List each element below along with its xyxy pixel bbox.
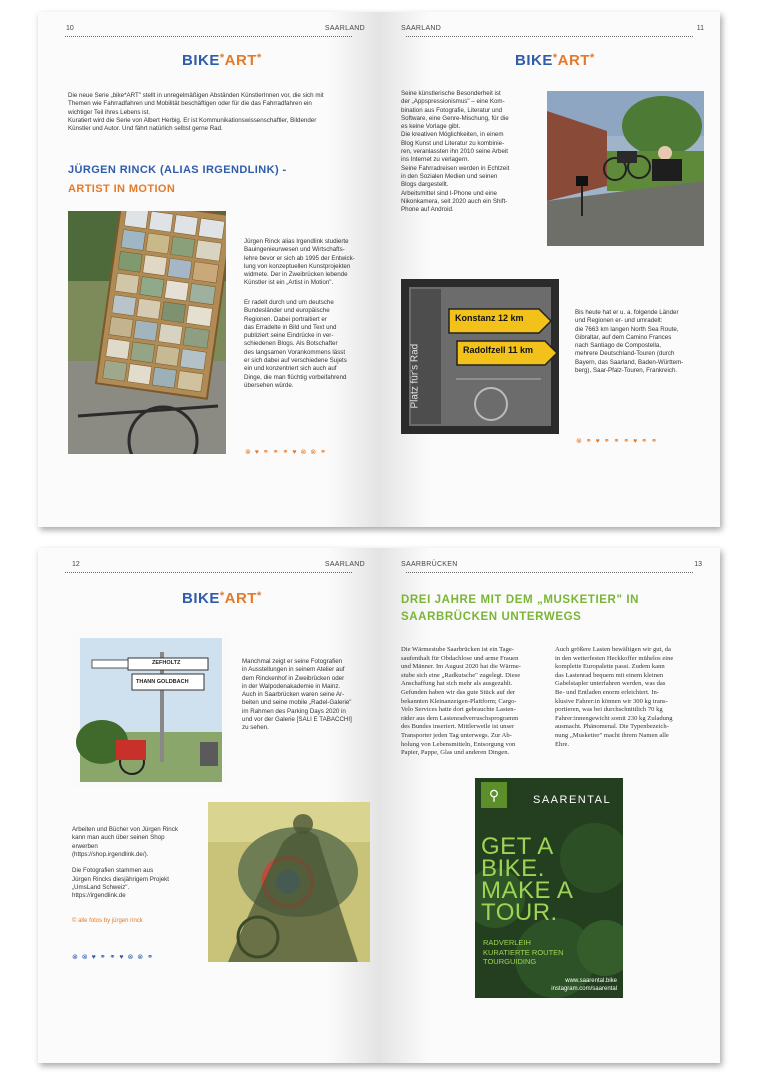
article-column-2: Auch größere Lasten bewältigen wir gut, da in den wetterfesten Heckkoffer mühelos eine komplette Europalette passt. Zudem kann das Lastenrad bequem mit einem kleinen Gabelstapler unterfahren werden, was das Be- und Entladen enorm erleichtert. In- klusive Fahrer:in können wir 300 kg trans- portieren, was bei durchschnittlich 70 kg Fahrer:innengewicht somit 230 kg Zuladung ausmacht. Phänomenal. Die Typenbezeich- nung „Musketier" macht ihrem Namen alle Ehre.	[555, 646, 674, 748]
decorative-bike-icons: ⊗ ⊗ ♥ ⚭ ⚭ ♥ ⊗ ⊗ ⚭	[72, 954, 154, 961]
page-number: 11	[696, 25, 704, 32]
bike-logo-icon: ⚲	[481, 782, 507, 808]
decorative-bike-icons: ⊗ ♥ ⚭ ⚭ ⚭ ♥ ⊗ ⊗ ⚭	[245, 449, 327, 456]
page-11	[379, 12, 720, 527]
article-column-1: Die Wärmestube Saarbrücken ist ein Tage- saufenthalt für Obdachlose und arme Frauen und Männer. Im August 2020 hat die Wärme- stube sich eine „Radkutsche" zugelegt. Diese Anschaffung hat sich mehr als ausgezahlt. Gefunden haben wir das gute Stück auf der bekannten Kleinanzeigen-Plattform; Cargo- Velo Services hatte dort gebrauchte Lasten- räder aus dem Lastenradverruschsprogramm des Bundes inseriert. Mittlerweile ist unser Transporter jeden Tag unterwegs. Zur Ab- holung von Lebensmitteln, Entsorgung von Papier, Pappe, Glas und anderen Dingen.	[401, 646, 522, 757]
page-12	[38, 548, 379, 1063]
decorative-bike-icons: ⊗ ⚭ ♥ ⚭ ⚭ ⚭ ♥ ⚭ ⚭	[576, 438, 658, 445]
photo-credit: © alle fotos by jürgen rinck	[72, 918, 143, 924]
header-divider	[406, 36, 693, 37]
ad-services: RADVERLEIH KURATIERTE ROUTEN TOURGUIDING	[483, 938, 564, 966]
article-body-4: Bis heute hat er u. a. folgende Länder und Regionen er- und umradelt: die 7663 km langen North Sea Route, Gibraltar, auf dem Camino Frances nach Santiago de Compostella, mehrere Deutschland-Touren (durch Bayern, das Saarland, Baden-Württem- berg), Saar-Pfalz-Touren, Frankreich.	[575, 309, 684, 375]
ad-brand: SAARENTAL	[533, 794, 612, 806]
article-body-5: Manchmal zeigt er seine Fotografien in Ausstellungen in seinem Atelier auf dem Rinckenhof in Zweibrücken oder in der Walpodenakademie in Mainz. Auch in Saarbrücken waren seine Ar- beiten und seine mobile „Radel-Galerie" im Rahmen des Parking Days 2020 in und vor der Galerie [SALI E TABACCHI] zu sehen.	[242, 658, 352, 732]
photo-bike-sign	[401, 279, 559, 434]
photo-shadow-art	[208, 802, 370, 962]
magazine-spread-bottom	[38, 548, 720, 1063]
series-intro: Die neue Serie „bike*ART" stellt in unregelmäßigen Abständen KünstlerInnen vor, die sich mit Themen wie Fahrradfahren und Mobilität beschäftigen oder für die das Fahrradfahren ein wichtiger Teil ihres Lebens ist. Kuratiert wird die Serie von Albert Herbig. Er ist Kommunikationswissenschaftler, Bildender Künstler und Autor. Und fährt natürlich selbst gerne Rad.	[68, 92, 324, 133]
page-header: SAARLAND	[324, 561, 365, 568]
magazine-spread-top	[38, 12, 720, 527]
sign-label-konstanz: Konstanz 12 km	[455, 313, 524, 323]
sign-label-vertical: Platz für's Rad	[409, 343, 421, 409]
article-subtitle: SAARBRÜCKEN UNTERWEGS	[401, 611, 582, 623]
header-divider	[65, 572, 352, 573]
bike-art-logo: BIKE*ART*	[182, 590, 262, 607]
ad-links: www.saarental.bike instagram.com/saarental	[551, 978, 617, 992]
page-13	[379, 548, 720, 1063]
article-body-2: Er radelt durch und um deutsche Bundesländer und europäische Regionen. Dabei portraitiert er das Erradelte in Bild und Text und publiziert seine Eindrücke in ver- schiedenen Blogs. Als Botschafter des langsamen Vorankommens lässt er sich dabei auf verschiedene Sujets ein und konzentriert sich auch auf Dinge, die man flüchtig vorbeifahrend übersehen würde.	[244, 299, 347, 389]
article-body-3: Seine künstlerische Besonderheit ist der „Appspressionismus" – eine Kom- bination aus Fotografie, Literatur und Software, eine Genre-Mischung, für die es keine Vorlage gibt. Die kreativen Möglichkeiten, in einem Blog Kunst und Literatur zu kombinie- ren, veranlassten ihn 2010 seine Arbeit ins Internet zu verlagern. Seine Fahrradreisen werden in Echtzeit in den Sozialen Medien und seinen Blogs dargestellt. Arbeitsmittel sind I-Phone und eine Nikonkamera, seit 2020 auch ein Shift- Phone auf Android.	[401, 90, 510, 214]
page-10	[38, 12, 379, 527]
page-number: 12	[72, 561, 80, 568]
bike-art-logo: BIKE*ART*	[515, 52, 595, 69]
page-header: SAARLAND	[324, 25, 365, 32]
ad-headline: GET A BIKE. MAKE A TOUR.	[481, 833, 574, 926]
sign-label-radolfzell: Radolfzell 11 km	[463, 345, 534, 355]
page-header: SAARLAND	[401, 25, 442, 32]
bike-art-logo: BIKE*ART*	[182, 52, 262, 69]
page-number: 13	[694, 561, 702, 568]
photo-bike-gallery	[68, 211, 226, 454]
article-subtitle: ARTIST IN MOTION	[68, 183, 176, 195]
page-header: SAARBRÜCKEN	[401, 561, 458, 568]
article-title: DREI JAHRE MIT DEM „MUSKETIER" IN	[401, 594, 640, 606]
photo-signpost	[72, 632, 230, 788]
article-body-6: Arbeiten und Bücher von Jürgen Rinck kann man auch über seinen Shop erwerben (https://shop.irgendlink.de/). Die Fotografien stammen aus Jürgen Rincks diesjährigem Projekt „UmsLand Schweiz". https://irgendlink.de	[72, 826, 178, 900]
sign-label-zefholtz: ZEFHOLTZ	[152, 660, 181, 666]
article-body-1: Jürgen Rinck alias Irgendlink studierte Bauingenieurwesen und Wirtschafts- lehre bevor er sich ab 1995 der Entwick- lung von konzeptuellen Kunstprojekten widmete. Der in Zweibrücken lebende Künstler ist ein „Artist in Motion".	[244, 238, 355, 287]
header-divider	[406, 572, 693, 573]
header-divider	[65, 36, 352, 37]
sign-label-thann: THANN GOLDBACH	[136, 679, 189, 685]
saarental-advertisement	[475, 778, 623, 998]
photo-artist-road	[547, 91, 704, 246]
article-title: JÜRGEN RINCK (ALIAS IRGENDLINK) -	[68, 164, 287, 176]
page-number: 10	[66, 25, 74, 32]
